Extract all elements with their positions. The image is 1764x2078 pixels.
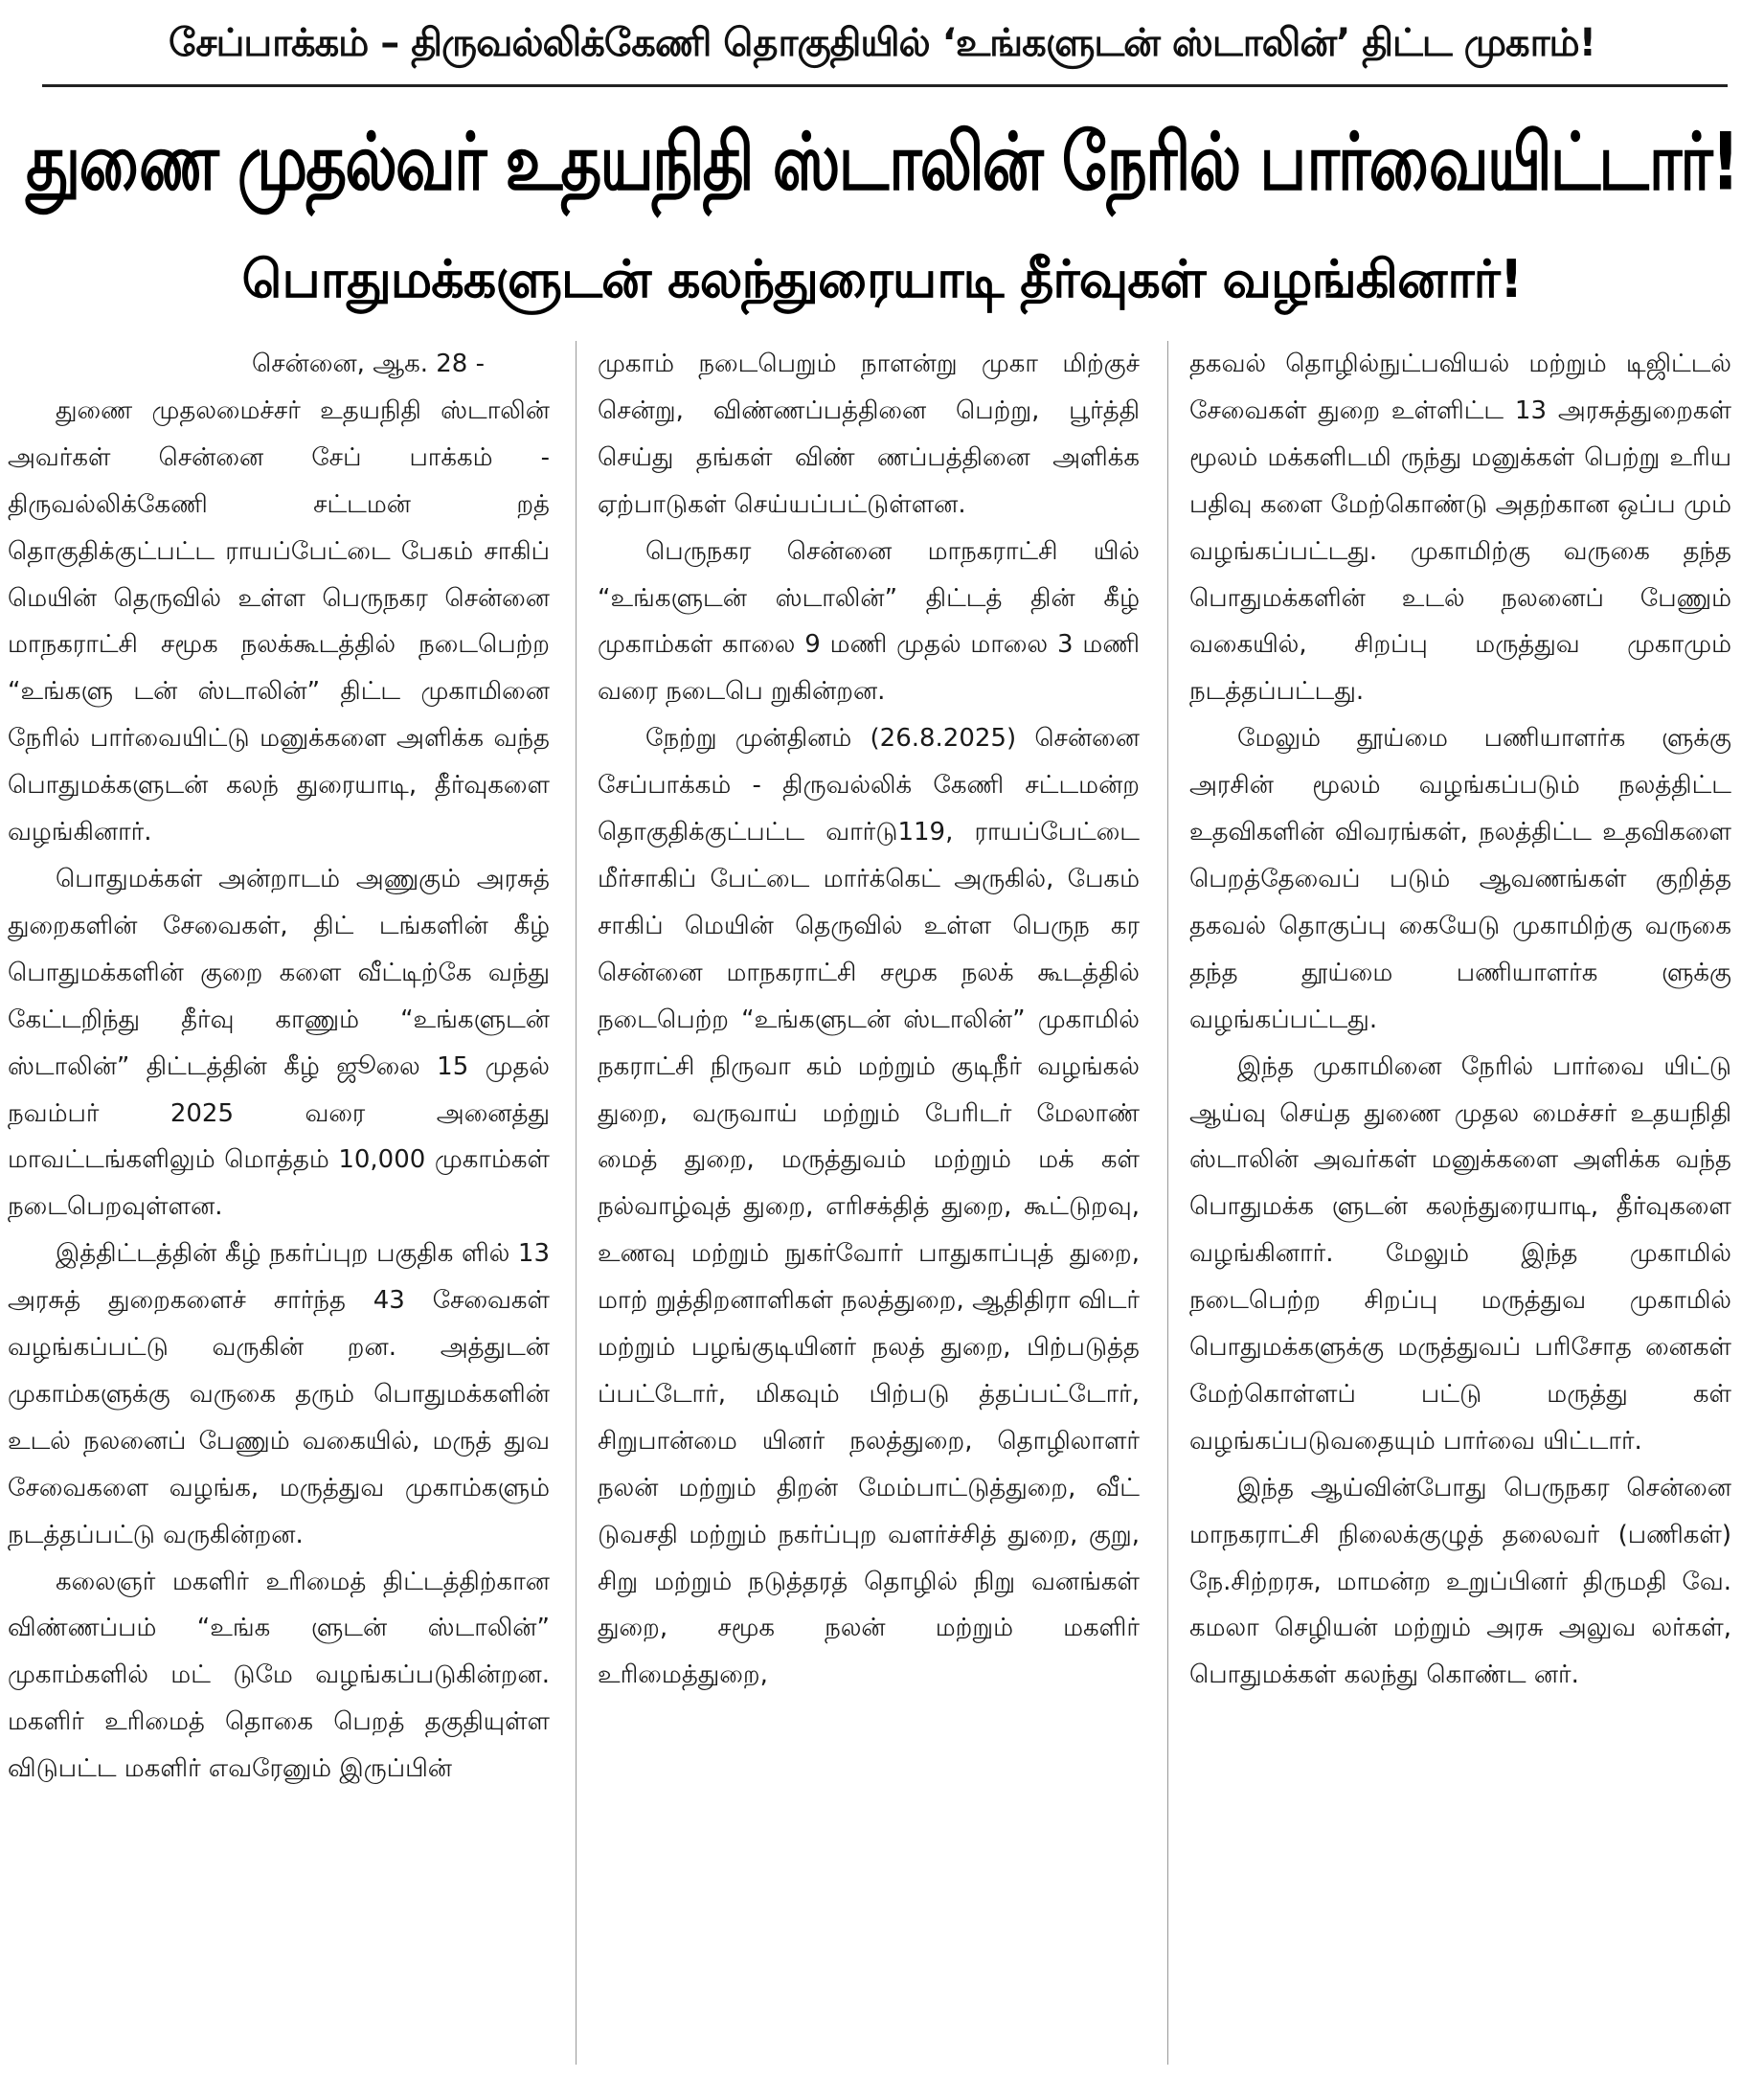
kicker-headline: சேப்பாக்கம் – திருவல்லிக்கேணி தொகுதியில் ‘உங்களுடன் ஸ்டாலின்’ திட்ட முகாம்! xyxy=(169,20,1595,65)
column-divider-1 xyxy=(576,341,577,2065)
article-column-3 xyxy=(1189,341,1731,1699)
paragraph: கலைஞர் மகளிர் உரிமைத் திட்டத்திற்கான விண்ணப்பம் “உங்க ளுடன் ஸ்டாலின்” முகாம்களில் மட் டுமே வழங்கப்படுகின்றன. மகளிர் உரிமைத் தொகை பெறத் தகுதியுள்ள விடுபட்ட மகளிர் எவரேனும் இருப்பின் xyxy=(8,1567,550,1784)
main-headline: துணை முதல்வர் உதயநிதி ஸ்டாலின் நேரில் பார்வையிட்டார்! xyxy=(26,116,1738,209)
article-column-1 xyxy=(8,341,550,1793)
paragraph: மேலும் தூய்மை பணியாளர்க ளுக்கு அரசின் மூலம் வழங்கப்படும் நலத்திட்ட உதவிகளின் விவரங்கள், நலத்திட்ட உதவிகளை பெறத்தேவைப் படும் ஆவணங்கள் குறித்த தகவல் தொகுப்பு கையேடு முகாமிற்கு வருகை தந்த தூய்மை பணியாளர்க ளுக்கு வழங்கப்பட்டது. xyxy=(1189,724,1731,1034)
paragraph: இந்த ஆய்வின்போது பெருநகர சென்னை மாநகராட்சி நிலைக்குழுத் தலைவர் (பணிகள்) நே.சிற்றரசு, மாமன்ற உறுப்பினர் திருமதி வே. கமலா செழியன் மற்றும் அரசு அலுவ லர்கள், பொதுமக்கள் கலந்து கொண்ட னர். xyxy=(1189,1473,1731,1690)
sub-headline: பொதுமக்களுடன் கலந்துரையாடி தீர்வுகள் வழங்கினார்! xyxy=(241,248,1523,309)
paragraph: இந்த முகாமினை நேரில் பார்வை யிட்டு ஆய்வு செய்த துணை முதல மைச்சர் உதயநிதி ஸ்டாலின் அவர்கள் மனுக்களை அளிக்க வந்த பொதுமக்க ளுடன் கலந்துரையாடி, தீர்வுகளை வழங்கினார். மேலும் இந்த முகாமில் நடைபெற்ற சிறப்பு மருத்துவ முகாமில் பொதுமக்களுக்கு மருத்துவப் பரிசோத னைகள் மேற்கொள்ளப் பட்டு மருத்து கள் வழங்கப்படுவதையும் பார்வை யிட்டார். xyxy=(1189,1051,1731,1456)
dateline: சென்னை, ஆக. 28 - xyxy=(252,350,485,378)
paragraph: இத்திட்டத்தின் கீழ் நகர்ப்புற பகுதிக ளில் 13 அரசுத் துறைகளைச் சார்ந்த 43 சேவைகள் வழங்கப்பட்டு வருகின் றன. அத்துடன் முகாம்களுக்கு வருகை தரும் பொதுமக்களின் உடல் நலனைப் பேணும் வகையில், மருத் துவ சேவைகளை வழங்க, மருத்துவ முகாம்களும் நடத்தப்பட்டு வருகின்றன. xyxy=(8,1239,550,1549)
article-column-2 xyxy=(598,341,1140,1699)
paragraph: பெருநகர சென்னை மாநகராட்சி யில் “உங்களுடன் ஸ்டாலின்” திட்டத் தின் கீழ் முகாம்கள் காலை 9 மணி முதல் மாலை 3 மணி வரை நடைபெ றுகின்றன. xyxy=(598,536,1140,707)
paragraph: தகவல் தொழில்நுட்பவியல் மற்றும் டிஜிட்டல் சேவைகள் துறை உள்ளிட்ட 13 அரசுத்துறைகள் மூலம் மக்களிடமி ருந்து மனுக்கள் பெற்று உரிய பதிவு களை மேற்கொண்டு அதற்கான ஒப்ப மும் வழங்கப்பட்டது. முகாமிற்கு வருகை தந்த பொதுமக்களின் உடல் நலனைப் பேணும் வகையில், சிறப்பு மருத்துவ முகாமும் நடத்தப்பட்டது. xyxy=(1189,350,1731,707)
paragraph: துணை முதலமைச்சர் உதயநிதி ஸ்டாலின் அவர்கள் சென்னை சேப் பாக்கம் - திருவல்லிக்கேணி சட்டமன் றத் தொகுதிக்குட்பட்ட ராயப்பேட்டை பேகம் சாகிப் மெயின் தெருவில் உள்ள பெருநகர சென்னை மாநகராட்சி சமூக நலக்கூடத்தில் நடைபெற்ற “உங்களு டன் ஸ்டாலின்” திட்ட முகாமினை நேரில் பார்வையிட்டு மனுக்களை அளிக்க வந்த பொதுமக்களுடன் கலந் துரையாடி, தீர்வுகளை வழங்கினார். xyxy=(8,395,550,847)
column-divider-2 xyxy=(1167,341,1168,2065)
paragraph: பொதுமக்கள் அன்றாடம் அணுகும் அரசுத் துறைகளின் சேவைகள், திட் டங்களின் கீழ் பொதுமக்களின் குறை களை வீட்டிற்கே வந்து கேட்டறிந்து தீர்வு காணும் “உங்களுடன் ஸ்டாலின்” திட்டத்தின் கீழ் ஜூலை 15 முதல் நவம்பர் 2025 வரை அனைத்து மாவட்டங்களிலும் மொத்தம் 10,000 முகாம்கள் நடைபெறவுள்ளன. xyxy=(8,864,550,1222)
paragraph: முகாம் நடைபெறும் நாளன்று முகா மிற்குச் சென்று, விண்ணப்பத்தினை பெற்று, பூர்த்தி செய்து தங்கள் விண் ணப்பத்தினை அளிக்க ஏற்பாடுகள் செய்யப்பட்டுள்ளன. xyxy=(598,350,1140,519)
paragraph: நேற்று முன்தினம் (26.8.2025) சென்னை சேப்பாக்கம் - திருவல்லிக் கேணி சட்டமன்ற தொகுதிக்குட்பட்ட வார்டு119, ராயப்பேட்டை மீர்சாகிப் பேட்டை மார்க்கெட் அருகில், பேகம் சாகிப் மெயின் தெருவில் உள்ள பெருந கர சென்னை மாநகராட்சி சமூக நலக் கூடத்தில் நடைபெற்ற “உங்களுடன் ஸ்டாலின்” முகாமில் நகராட்சி நிருவா கம் மற்றும் குடிநீர் வழங்கல் துறை, வருவாய் மற்றும் பேரிடர் மேலாண் மைத் துறை, மருத்துவம் மற்றும் மக் கள் நல்வாழ்வுத் துறை, எரிசக்தித் துறை, கூட்டுறவு, உணவு மற்றும் நுகர்வோர் பாதுகாப்புத் துறை, மாற் றுத்திறனாளிகள் நலத்துறை, ஆதிதிரா விடர் மற்றும் பழங்குடியினர் நலத் துறை, பிற்படுத்த ப்பட்டோர், மிகவும் பிற்படு த்தப்பட்டோர், சிறுபான்மை யினர் நலத்துறை, தொழிலாளர் நலன் மற்றும் திறன் மேம்பாட்டுத்துறை, வீட் டுவசதி மற்றும் நகர்ப்புற வளர்ச்சித் துறை, குறு, சிறு மற்றும் நடுத்தரத் தொழில் நிறு வனங்கள் துறை, சமூக நலன் மற்றும் மகளிர் உரிமைத்துறை, xyxy=(598,724,1140,1690)
